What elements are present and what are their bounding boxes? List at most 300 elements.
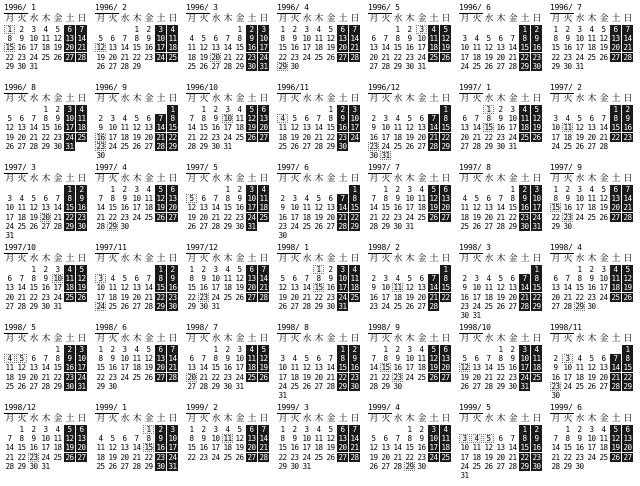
weekday-label: 金 xyxy=(508,254,518,264)
day-cell: 16 xyxy=(405,43,414,53)
day-cell-highlighted: 30 xyxy=(338,141,347,151)
day-cell: 28 xyxy=(223,61,232,71)
day-cell: 15 xyxy=(551,43,560,53)
weekday-header xyxy=(550,174,634,185)
day-cell: 19 xyxy=(587,372,596,382)
day-cell: 25 xyxy=(144,212,153,222)
day-cell: 19 xyxy=(326,443,335,453)
day-cell: 9 xyxy=(565,194,570,204)
day-cell-highlighted: 19 xyxy=(611,443,620,453)
day-cell: 24 xyxy=(5,221,14,231)
weekday-label: 水 xyxy=(393,94,403,104)
day-cell: 4 xyxy=(395,114,400,124)
day-cell: 3 xyxy=(55,265,60,274)
day-cell: 10 xyxy=(278,363,287,373)
day-cell: 1 xyxy=(280,25,285,34)
month-title: 1998/ 6 xyxy=(95,323,127,332)
day-cell: 4 xyxy=(225,265,230,274)
day-cell: 13 xyxy=(496,43,505,53)
day-cell: 22 xyxy=(5,52,14,62)
weekday-label: 水 xyxy=(120,334,130,344)
day-cell: 10 xyxy=(405,194,414,204)
day-cell: 30 xyxy=(120,221,129,231)
day-cell: 30 xyxy=(369,151,378,160)
day-cell: 25 xyxy=(120,141,129,151)
month-calendar xyxy=(550,243,638,321)
day-cell: 13 xyxy=(587,123,596,133)
weekday-label: 土 xyxy=(65,174,75,184)
weekday-label: 月 xyxy=(460,334,470,344)
weekday-label: 日 xyxy=(441,94,451,104)
day-cell: 28 xyxy=(508,61,517,71)
day-cell: 2 xyxy=(553,354,558,364)
day-cell: 28 xyxy=(326,381,335,391)
day-cell: 4 xyxy=(316,425,321,434)
weekday-label: 月 xyxy=(5,94,15,104)
day-cell: 20 xyxy=(369,52,378,62)
weekday-label: 土 xyxy=(247,174,257,184)
month-title: 1997/10 xyxy=(4,243,36,252)
weekday-label: 月 xyxy=(96,414,106,424)
day-cell-highlighted: 7 xyxy=(167,345,178,354)
weekday-label: 木 xyxy=(496,254,506,264)
day-cell: 22 xyxy=(484,132,493,142)
day-cell-highlighted: 7 xyxy=(258,425,269,434)
weekday-label: 土 xyxy=(611,254,621,264)
day-cell: 21 xyxy=(302,292,311,302)
day-cell: 15 xyxy=(41,123,50,133)
weekday-label: 水 xyxy=(211,14,221,24)
day-cell: 19 xyxy=(460,372,469,382)
day-cell: 7 xyxy=(213,194,218,204)
day-cell: 9 xyxy=(589,274,594,284)
weekday-label: 木 xyxy=(314,14,324,24)
month-title: 1997/ 5 xyxy=(186,163,218,172)
day-cell-highlighted: 25 xyxy=(168,52,177,62)
weekday-header xyxy=(95,334,179,345)
day-cell-highlighted: 30 xyxy=(532,461,541,471)
day-cell: 21 xyxy=(599,132,608,142)
weekday-label: 日 xyxy=(532,414,542,424)
day-cell: 13 xyxy=(144,123,153,133)
day-cell: 19 xyxy=(290,132,299,142)
day-cell: 29 xyxy=(381,381,390,391)
day-cell: 20 xyxy=(460,132,469,142)
day-cell-highlighted: 1 xyxy=(622,345,633,354)
day-cell-highlighted: 20 xyxy=(187,372,196,382)
day-cell: 8 xyxy=(553,194,558,204)
day-cell: 23 xyxy=(369,301,378,311)
day-cell: 1 xyxy=(134,25,139,34)
day-cell: 14 xyxy=(326,363,335,373)
day-cell-highlighted: 26 xyxy=(611,452,620,462)
day-cell: 21 xyxy=(472,132,481,142)
day-cell: 29 xyxy=(199,141,208,151)
day-cell-highlighted: 16 xyxy=(65,363,74,373)
day-cell-highlighted: 28 xyxy=(429,141,438,151)
day-cell: 15 xyxy=(381,203,390,213)
day-cell: 3 xyxy=(304,25,309,34)
day-cell-highlighted: 3 xyxy=(428,425,439,434)
weekday-label: 日 xyxy=(77,254,87,264)
day-cell: 13 xyxy=(187,363,196,373)
month-title: 1998/ 2 xyxy=(368,243,400,252)
day-cell: 23 xyxy=(223,372,232,382)
day-cell: 26 xyxy=(575,141,584,151)
day-cell: 10 xyxy=(41,434,50,444)
day-cell: 23 xyxy=(460,301,469,311)
weekday-label: 木 xyxy=(314,254,324,264)
weekday-label: 火 xyxy=(472,254,482,264)
day-cell: 7 xyxy=(395,434,400,444)
day-cell-highlighted: 4 xyxy=(610,265,621,274)
weekday-label: 火 xyxy=(381,94,391,104)
day-cell: 10 xyxy=(405,354,414,364)
day-cell: 26 xyxy=(53,52,62,62)
weekday-label: 水 xyxy=(120,174,130,184)
day-cell: 11 xyxy=(96,443,105,453)
day-cell-highlighted: 21 xyxy=(259,283,268,293)
day-cell: 16 xyxy=(290,43,299,53)
weekday-label: 金 xyxy=(417,334,427,344)
day-cell-highlighted: 28 xyxy=(338,221,347,231)
day-cell-highlighted: 25 xyxy=(520,132,529,142)
day-cell: 10 xyxy=(599,274,608,284)
weekday-label: 火 xyxy=(563,334,573,344)
weekday-label: 月 xyxy=(460,174,470,184)
month-title: 1997/11 xyxy=(95,243,127,252)
day-cell: 30 xyxy=(290,61,299,71)
day-cell-highlighted: 23 xyxy=(350,372,359,382)
weekday-label: 木 xyxy=(587,334,597,344)
day-cell-highlighted: 10 xyxy=(520,354,529,364)
day-cell-highlighted: 24 xyxy=(429,452,438,462)
day-cell: 2 xyxy=(31,425,36,434)
day-cell: 30 xyxy=(405,61,414,71)
day-cell: 18 xyxy=(393,292,402,302)
day-cell: 26 xyxy=(587,381,596,391)
day-cell: 25 xyxy=(314,452,323,462)
month-calendar xyxy=(368,323,456,401)
weekday-label: 日 xyxy=(532,254,542,264)
weekday-label: 火 xyxy=(17,94,27,104)
day-cell: 8 xyxy=(328,114,333,124)
day-cell-highlighted: 27 xyxy=(156,372,165,382)
day-cell-highlighted: 5 xyxy=(610,425,621,434)
day-cell: 3 xyxy=(225,105,230,114)
day-cell: 21 xyxy=(199,372,208,382)
weekday-label: 月 xyxy=(460,254,470,264)
day-cell-highlighted: 21 xyxy=(156,132,165,142)
month-calendar xyxy=(550,323,638,401)
weekday-label: 土 xyxy=(520,254,530,264)
day-cell-highlighted: 16 xyxy=(520,203,529,213)
day-cell-highlighted: 24 xyxy=(338,292,347,302)
weekday-label: 金 xyxy=(53,254,63,264)
day-cell: 18 xyxy=(314,443,323,453)
day-cell: 6 xyxy=(304,114,309,124)
day-cell: 13 xyxy=(290,283,299,293)
day-cell: 10 xyxy=(563,363,572,373)
day-cell: 4 xyxy=(589,25,594,34)
day-cell: 3 xyxy=(122,345,127,354)
day-cell: 1 xyxy=(577,265,582,274)
day-cell: 22 xyxy=(211,372,220,382)
day-cell: 19 xyxy=(302,372,311,382)
weekday-label: 土 xyxy=(156,414,166,424)
weekday-label: 土 xyxy=(65,414,75,424)
day-cell: 7 xyxy=(55,194,60,204)
weekday-label: 金 xyxy=(53,94,63,104)
weekday-label: 木 xyxy=(314,334,324,344)
day-cell: 8 xyxy=(19,434,24,444)
month-title: 1996/ 5 xyxy=(368,3,400,12)
day-cell: 21 xyxy=(563,292,572,302)
day-cell-highlighted: 10 xyxy=(259,34,268,44)
weekday-label: 水 xyxy=(302,254,312,264)
month-calendar xyxy=(459,403,547,481)
day-cell: 11 xyxy=(41,34,50,44)
weekday-label: 木 xyxy=(496,414,506,424)
day-cell: 12 xyxy=(144,354,153,364)
day-cell: 24 xyxy=(599,292,608,302)
day-cell: 15 xyxy=(278,443,287,453)
month-title: 1997/ 1 xyxy=(459,83,491,92)
day-cell: 18 xyxy=(302,212,311,222)
day-cell: 28 xyxy=(41,381,50,391)
day-cell: 5 xyxy=(98,34,103,44)
day-cell: 12 xyxy=(472,203,481,213)
day-cell-highlighted: 5 xyxy=(186,194,197,203)
day-cell: 20 xyxy=(132,292,141,302)
weekday-label: 金 xyxy=(417,14,427,24)
month-calendar xyxy=(95,403,183,481)
day-cell: 19 xyxy=(575,132,584,142)
day-cell: 18 xyxy=(563,132,572,142)
day-cell-highlighted: 9 xyxy=(76,194,87,203)
day-cell: 28 xyxy=(599,141,608,151)
weekday-label: 水 xyxy=(302,14,312,24)
day-cell: 20 xyxy=(144,132,153,142)
day-cell-highlighted: 1 xyxy=(610,105,621,114)
day-cell: 19 xyxy=(405,292,414,302)
weekday-label: 水 xyxy=(484,334,494,344)
day-cell: 1 xyxy=(43,105,48,114)
day-cell-highlighted: 13 xyxy=(338,434,347,444)
day-cell: 6 xyxy=(189,354,194,364)
weekday-header xyxy=(277,94,361,105)
day-cell: 19 xyxy=(326,43,335,53)
day-cell: 11 xyxy=(587,34,596,44)
day-cell: 4 xyxy=(589,185,594,194)
day-cell: 14 xyxy=(132,443,141,453)
day-cell: 30 xyxy=(587,301,596,311)
day-cell-highlighted: 19 xyxy=(429,363,438,373)
day-cell: 8 xyxy=(577,274,582,284)
day-cell: 10 xyxy=(29,34,38,44)
day-cell-highlighted: 24 xyxy=(77,372,86,382)
day-cell: 27 xyxy=(199,221,208,231)
day-cell: 13 xyxy=(326,203,335,213)
day-cell-highlighted: 18 xyxy=(247,363,256,373)
day-cell: 25 xyxy=(290,381,299,391)
day-cell: 30 xyxy=(551,391,560,400)
day-cell-highlighted: 19 xyxy=(532,123,541,133)
day-cell: 2 xyxy=(43,265,48,274)
day-cell: 13 xyxy=(17,123,26,133)
day-cell: 26 xyxy=(484,61,493,71)
weekday-header xyxy=(459,334,543,345)
day-cell: 12 xyxy=(29,203,38,213)
day-cell: 25 xyxy=(41,52,50,62)
day-cell-highlighted: 15 xyxy=(314,283,323,293)
day-cell-highlighted: 11 xyxy=(65,274,74,284)
day-cell: 18 xyxy=(17,212,26,222)
day-cell: 21 xyxy=(508,52,517,62)
day-cell-highlighted: 1 xyxy=(440,265,451,274)
day-cell-highlighted: 19 xyxy=(65,443,74,453)
day-cell: 6 xyxy=(316,354,321,364)
day-cell-highlighted: 1 xyxy=(313,265,324,274)
day-cell: 20 xyxy=(484,212,493,222)
day-cell: 21 xyxy=(211,212,220,222)
day-cell: 4 xyxy=(98,434,103,444)
day-cell: 13 xyxy=(302,123,311,133)
day-cell: 27 xyxy=(29,381,38,391)
day-cell-highlighted: 4 xyxy=(64,265,75,274)
day-cell: 6 xyxy=(328,194,333,204)
day-cell: 8 xyxy=(237,34,242,44)
weekday-label: 土 xyxy=(611,174,621,184)
day-cell-highlighted: 6 xyxy=(610,25,621,34)
day-cell: 17 xyxy=(235,363,244,373)
day-cell: 3 xyxy=(213,425,218,434)
day-cell: 4 xyxy=(110,274,115,284)
weekday-label: 金 xyxy=(144,94,154,104)
day-cell-highlighted: 3 xyxy=(459,434,470,443)
day-cell: 16 xyxy=(108,363,117,373)
day-cell-highlighted: 12 xyxy=(156,194,165,204)
day-cell-highlighted: 9 xyxy=(349,354,360,363)
weekday-label: 金 xyxy=(235,334,245,344)
day-cell: 5 xyxy=(486,34,491,44)
weekday-label: 火 xyxy=(17,14,27,24)
day-cell-highlighted: 7 xyxy=(519,274,530,283)
day-cell: 18 xyxy=(41,43,50,53)
day-cell: 24 xyxy=(211,452,220,462)
month-calendar xyxy=(368,163,456,241)
day-cell: 26 xyxy=(144,372,153,382)
month-title: 1997/ 8 xyxy=(459,163,491,172)
day-cell: 25 xyxy=(96,461,105,471)
day-cell-highlighted: 19 xyxy=(429,203,438,213)
day-cell-highlighted: 30 xyxy=(350,381,359,391)
month-calendar xyxy=(277,323,365,401)
day-cell: 28 xyxy=(5,461,14,471)
day-cell-highlighted: 7 xyxy=(428,274,439,283)
weekday-label: 金 xyxy=(599,414,609,424)
day-cell: 3 xyxy=(110,114,115,124)
day-cell: 26 xyxy=(460,381,469,391)
day-cell-highlighted: 19 xyxy=(441,43,450,53)
day-cell: 24 xyxy=(417,52,426,62)
day-cell-highlighted: 25 xyxy=(429,52,438,62)
day-cell: 23 xyxy=(587,292,596,302)
day-cell-highlighted: 27 xyxy=(259,132,268,142)
day-cell: 11 xyxy=(599,434,608,444)
day-cell-highlighted: 21 xyxy=(623,203,632,213)
day-cell: 16 xyxy=(575,443,584,453)
day-cell: 30 xyxy=(199,301,208,311)
weekday-label: 火 xyxy=(472,174,482,184)
day-cell: 19 xyxy=(599,43,608,53)
day-cell-highlighted: 2 xyxy=(246,25,257,34)
day-cell: 29 xyxy=(563,461,572,471)
day-cell: 20 xyxy=(199,212,208,222)
day-cell: 14 xyxy=(211,203,220,213)
day-cell: 16 xyxy=(393,363,402,373)
day-cell: 28 xyxy=(393,461,402,471)
day-cell-highlighted: 28 xyxy=(520,301,529,311)
month-calendar xyxy=(550,83,638,161)
day-cell: 25 xyxy=(417,372,426,382)
day-cell: 17 xyxy=(211,283,220,293)
day-cell: 17 xyxy=(211,443,220,453)
day-cell-highlighted: 21 xyxy=(520,292,529,302)
day-cell: 9 xyxy=(110,354,115,364)
day-cell-highlighted: 24 xyxy=(520,372,529,382)
day-cell: 14 xyxy=(302,283,311,293)
day-cell-highlighted: 25 xyxy=(532,372,541,382)
day-cell-highlighted: 23 xyxy=(29,452,38,462)
day-cell: 28 xyxy=(17,301,26,311)
day-cell: 16 xyxy=(563,203,572,213)
weekday-header xyxy=(550,414,634,425)
day-cell: 30 xyxy=(563,61,572,71)
day-cell-highlighted: 14 xyxy=(259,434,268,444)
day-cell: 30 xyxy=(417,461,426,471)
month-title: 1996/11 xyxy=(277,83,309,92)
day-cell: 10 xyxy=(381,283,390,293)
day-cell: 27 xyxy=(41,221,50,231)
day-cell: 3 xyxy=(134,185,139,194)
day-cell: 23 xyxy=(235,212,244,222)
day-cell: 12 xyxy=(587,363,596,373)
day-cell: 13 xyxy=(551,283,560,293)
weekday-label: 日 xyxy=(532,94,542,104)
day-cell: 2 xyxy=(395,185,400,194)
day-cell: 29 xyxy=(223,221,232,231)
day-cell: 5 xyxy=(280,274,285,284)
day-cell-highlighted: 14 xyxy=(350,34,359,44)
day-cell: 8 xyxy=(510,194,515,204)
day-cell-highlighted: 18 xyxy=(429,43,438,53)
day-cell-highlighted: 28 xyxy=(611,381,620,391)
day-cell-highlighted: 30 xyxy=(156,461,165,471)
day-cell: 25 xyxy=(223,452,232,462)
day-cell: 28 xyxy=(381,61,390,71)
weekday-label: 日 xyxy=(350,94,360,104)
day-cell: 23 xyxy=(41,292,50,302)
day-cell-highlighted: 1 xyxy=(64,185,75,194)
day-cell-highlighted: 10 xyxy=(156,34,165,44)
day-cell: 4 xyxy=(462,194,467,204)
day-cell-highlighted: 23 xyxy=(563,212,572,222)
day-cell-highlighted: 10 xyxy=(223,114,232,124)
weekday-label: 水 xyxy=(120,254,130,264)
day-cell: 30 xyxy=(393,381,402,391)
day-cell: 13 xyxy=(417,283,426,293)
